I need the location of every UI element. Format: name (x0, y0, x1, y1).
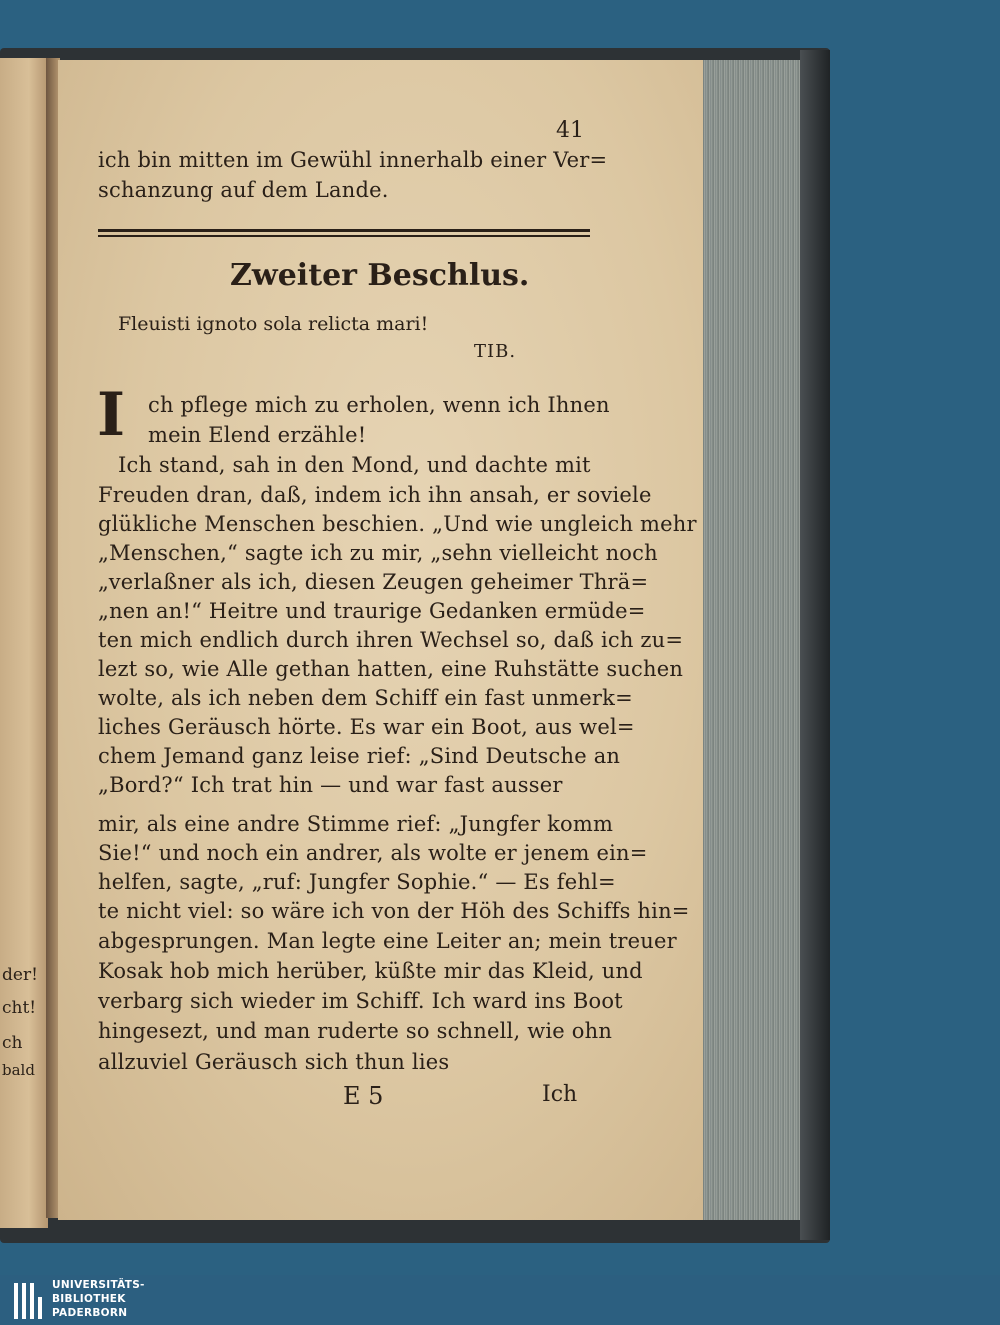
logo-line: UNIVERSITÄTS- (52, 1279, 145, 1291)
left-page-fragment: bald (2, 1061, 35, 1079)
text-line: glükliche Menschen beschien. „Und wie ungleich mehr (98, 512, 697, 536)
text-line: „nen an!“ Heitre und traurige Gedanken ermüde= (98, 599, 646, 623)
page-number: 41 (556, 118, 584, 143)
text-line: Ich stand, sah in den Mond, und dachte mit (118, 453, 591, 477)
left-page-fragment: cht! (2, 998, 37, 1018)
drop-cap: I (97, 380, 126, 450)
text-line: te nicht viel: so wäre ich von der Höh des Schiffs hin= (98, 899, 690, 923)
text-line: ten mich endlich durch ihren Wechsel so, daß ich zu= (98, 628, 684, 652)
catchword: Ich (542, 1082, 578, 1107)
divider-rule (98, 235, 590, 237)
logo-line: PADERBORN (52, 1307, 128, 1319)
signature-mark: E 5 (343, 1082, 384, 1110)
text-line: ch pflege mich zu erholen, wenn ich Ihnen (148, 393, 610, 417)
text-line: ich bin mitten im Gewühl innerhalb einer Ver= (98, 148, 608, 172)
footer-bar (0, 1275, 1000, 1325)
text-line: mein Elend erzähle! (148, 423, 367, 447)
epigraph-source: TIB. (474, 341, 517, 362)
logo-line: BIBLIOTHEK (52, 1293, 126, 1305)
text-line: hingesezt, und man ruderte so schnell, wie ohn (98, 1019, 613, 1043)
text-line: allzuviel Geräusch sich thun lies (98, 1050, 450, 1074)
text-line: abgesprungen. Man legte eine Leiter an; mein treuer (98, 929, 677, 953)
text-line: „Bord?“ Ich trat hin — und war fast ausser (98, 773, 563, 797)
library-logo-text (52, 1278, 145, 1320)
text-line: mir, als eine andre Stimme rief: „Jungfer komm (98, 812, 614, 836)
text-line: lezt so, wie Alle gethan hatten, eine Ruhstätte suchen (98, 657, 684, 681)
left-page-fragment: der! (2, 965, 38, 985)
text-line: helfen, sagte, „ruf: Jungfer Sophie.“ — Es fehl= (98, 870, 616, 894)
divider-rule (98, 229, 590, 232)
text-line: verbarg sich wieder im Schiff. Ich ward ins Boot (98, 989, 623, 1013)
left-page (0, 58, 48, 1228)
library-logo-icon (14, 1283, 44, 1319)
book-spine (800, 50, 830, 1240)
text-line: chem Jemand ganz leise rief: „Sind Deutsche an (98, 744, 621, 768)
chapter-heading: Zweiter Beschlus. (230, 258, 530, 293)
text-line: schanzung auf dem Lande. (98, 178, 389, 202)
text-line: liches Geräusch hörte. Es war ein Boot, aus wel= (98, 715, 635, 739)
epigraph: Fleuisti ignoto sola relicta mari! (118, 313, 429, 335)
text-line: Kosak hob mich herüber, küßte mir das Kleid, und (98, 959, 643, 983)
text-line: wolte, als ich neben dem Schiff ein fast unmerk= (98, 686, 633, 710)
text-line: „verlaßner als ich, diesen Zeugen geheimer Thrä= (98, 570, 649, 594)
left-page-fragment: ch (2, 1033, 23, 1053)
text-line: Sie!“ und noch ein andrer, als wolte er jenem ein= (98, 841, 648, 865)
text-line: Freuden dran, daß, indem ich ihn ansah, er soviele (98, 483, 652, 507)
text-line: „Menschen,“ sagte ich zu mir, „sehn vielleicht noch (98, 541, 658, 565)
page-edges (700, 60, 800, 1220)
